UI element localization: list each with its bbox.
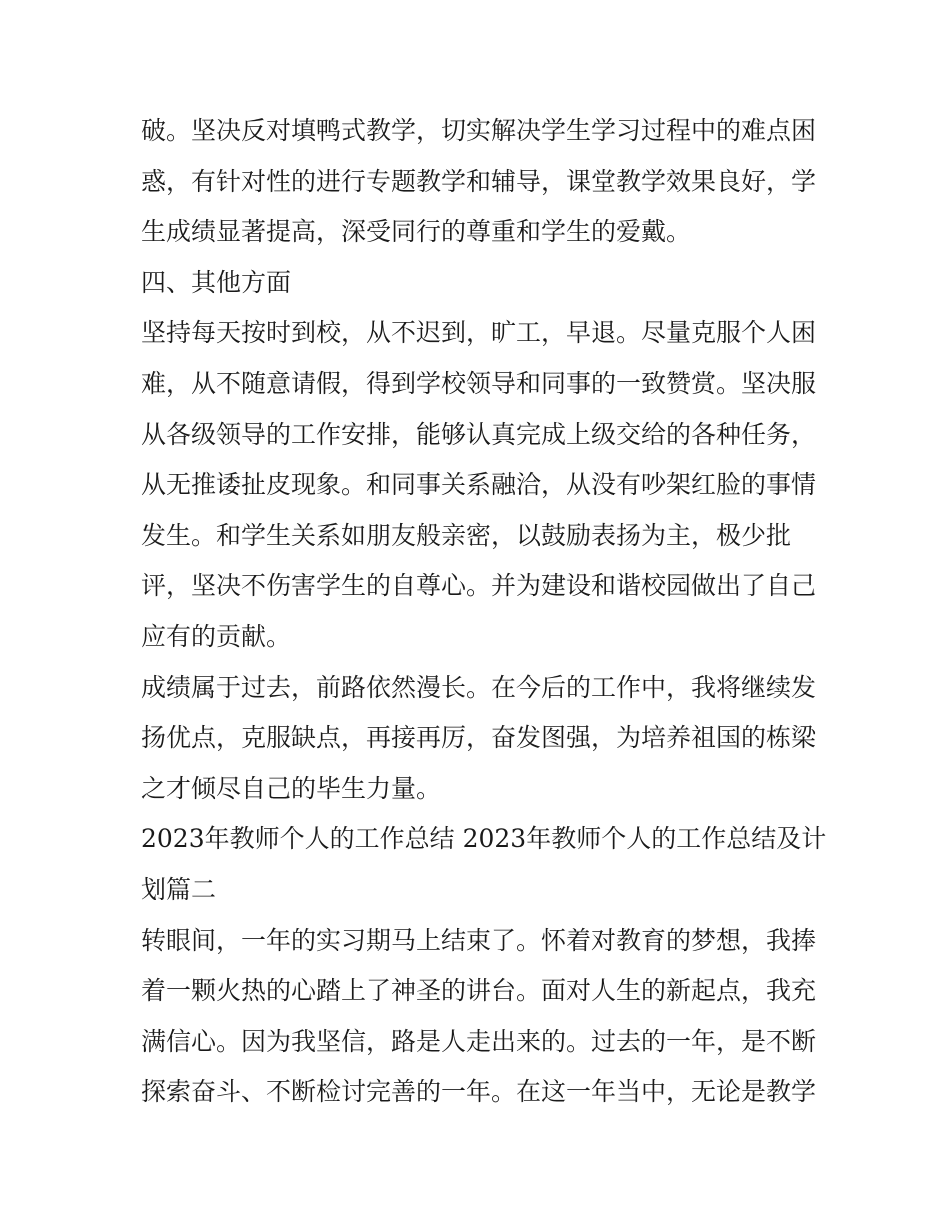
article-title-line: 划篇二 bbox=[141, 874, 217, 904]
text-line: 探索奋斗、不断检讨完善的一年。在这一年当中，无论是教学 bbox=[141, 1077, 817, 1107]
text-line: 应有的贡献。 bbox=[141, 621, 292, 651]
text-line: 发生。和学生关系如朋友般亲密，以鼓励表扬为主，极少批 bbox=[141, 520, 792, 550]
text-line: 难，从不随意请假，得到学校领导和同事的一致赞赏。坚决服 bbox=[141, 368, 817, 398]
text-line: 惑，有针对性的进行专题教学和辅导，课堂教学效果良好，学 bbox=[141, 166, 817, 196]
text-line: 扬优点，克服缺点，再接再厉，奋发图强，为培养祖国的栋梁 bbox=[141, 723, 817, 753]
section-heading: 四、其他方面 bbox=[141, 267, 292, 297]
document-body bbox=[141, 106, 827, 1118]
text-line: 着一颗火热的心踏上了神圣的讲台。面对人生的新起点，我充 bbox=[141, 976, 817, 1006]
text-line: 满信心。因为我坚信，路是人走出来的。过去的一年，是不断 bbox=[141, 1026, 817, 1056]
text-line: 转眼间，一年的实习期马上结束了。怀着对教育的梦想，我捧 bbox=[141, 925, 817, 955]
text-line: 成绩属于过去，前路依然漫长。在今后的工作中，我将继续发 bbox=[141, 672, 817, 702]
text-line: 从无推诿扯皮现象。和同事关系融洽，从没有吵架红脸的事情 bbox=[141, 470, 817, 500]
article-title-line: 2023年教师个人的工作总结 2023年教师个人的工作总结及计 bbox=[141, 824, 827, 854]
text-line: 评，坚决不伤害学生的自尊心。并为建设和谐校园做出了自己 bbox=[141, 571, 817, 601]
text-line: 从各级领导的工作安排，能够认真完成上级交给的各种任务， bbox=[141, 419, 817, 449]
text-line: 破。坚决反对填鸭式教学，切实解决学生学习过程中的难点困 bbox=[141, 116, 817, 145]
text-line: 生成绩显著提高，深受同行的尊重和学生的爱戴。 bbox=[141, 217, 692, 247]
text-line: 坚持每天按时到校，从不迟到，旷工，早退。尽量克服个人困 bbox=[141, 318, 817, 348]
text-line: 之才倾尽自己的毕生力量。 bbox=[141, 773, 442, 803]
